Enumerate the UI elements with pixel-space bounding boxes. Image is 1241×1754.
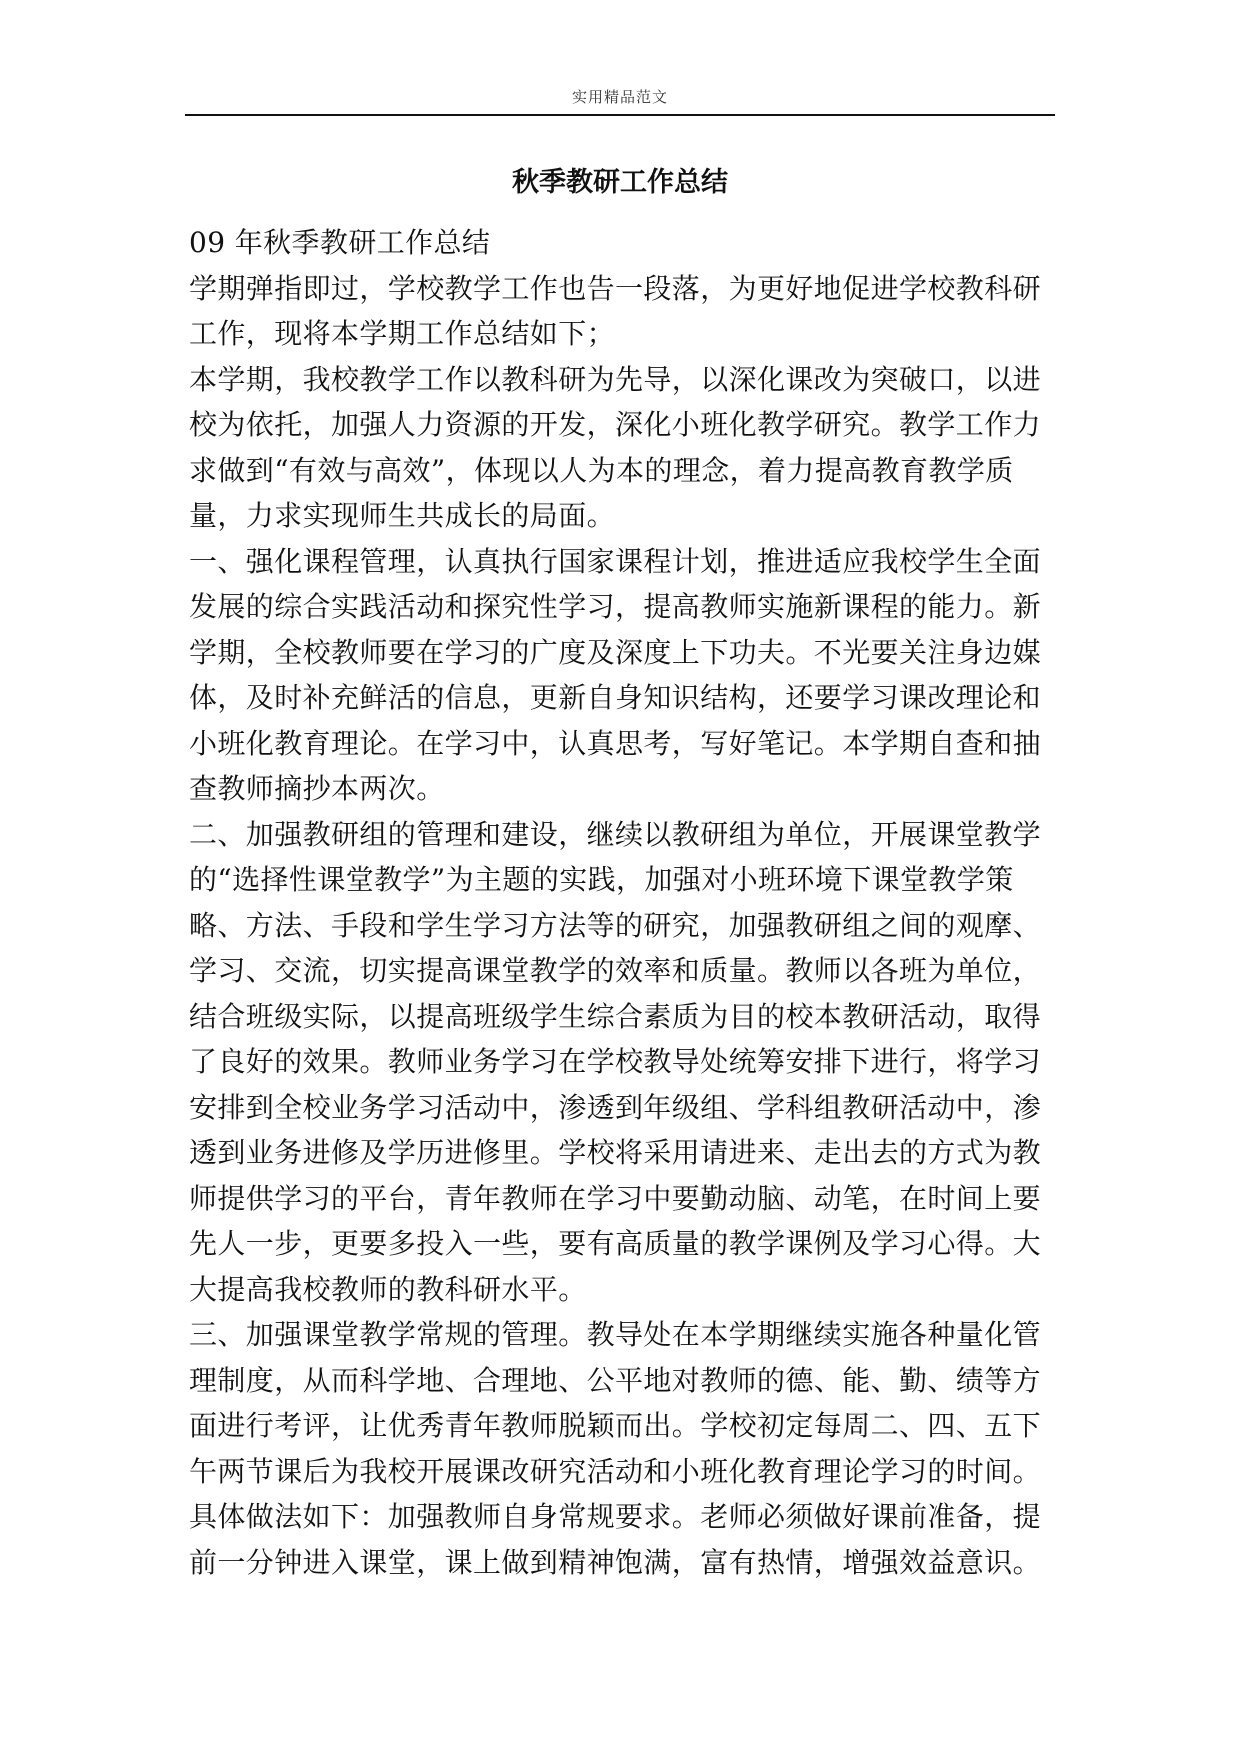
- body-line: 先人一步，更要多投入一些，要有高质量的教学课例及学习心得。大: [189, 1227, 1042, 1260]
- body-line: 略、方法、手段和学生学习方法等的研究，加强教研组之间的观摩、: [189, 908, 1042, 942]
- document-body: [189, 220, 1059, 1585]
- body-line: 前一分钟进入课堂，课上做到精神饱满，富有热情，增强效益意识。: [189, 1545, 1042, 1579]
- body-line: 结合班级实际，以提高班级学生综合素质为目的校本教研活动，取得: [189, 999, 1042, 1033]
- body-line: 具体做法如下：加强教师自身常规要求。老师必须做好课前准备，提: [189, 1500, 1042, 1533]
- body-line: 午两节课后为我校开展课改研究活动和小班化教育理论学习的时间。: [189, 1454, 1042, 1488]
- body-line: 师提供学习的平台，青年教师在学习中要勤动脑、动笔，在时间上要: [189, 1181, 1042, 1215]
- body-line: 学期弹指即过，学校教学工作也告一段落，为更好地促进学校教科研: [189, 271, 1042, 305]
- body-line: 09 年秋季教研工作总结: [189, 226, 491, 259]
- body-line: 三、加强课堂教学常规的管理。教导处在本学期继续实施各种量化管: [189, 1318, 1042, 1351]
- body-line: 安排到全校业务学习活动中，渗透到年级组、学科组教研活动中，渗: [189, 1090, 1042, 1124]
- body-line: 查教师摘抄本两次。: [189, 772, 445, 805]
- body-line: 校为依托，加强人力资源的开发，深化小班化教学研究。教学工作力: [189, 408, 1042, 441]
- body-line: 学习、交流，切实提高课堂教学的效率和质量。教师以各班为单位，: [189, 954, 1042, 987]
- body-line: 大提高我校教师的教科研水平。: [189, 1272, 587, 1306]
- body-line: 一、强化课程管理，认真执行国家课程计划，推进适应我校学生全面: [189, 544, 1042, 578]
- body-line: 发展的综合实践活动和探究性学习，提高教师实施新课程的能力。新: [189, 590, 1042, 623]
- body-line: 面进行考评，让优秀青年教师脱颖而出。学校初定每周二、四、五下: [189, 1409, 1042, 1442]
- body-line: 的“选择性课堂教学”为主题的实践，加强对小班环境下课堂教学策: [189, 863, 1014, 896]
- body-line: 体，及时补充鲜活的信息，更新自身知识结构，还要学习课改理论和: [189, 681, 1042, 714]
- body-line: 工作，现将本学期工作总结如下；: [189, 317, 616, 350]
- document-title: 秋季教研工作总结: [512, 167, 728, 198]
- body-line: 理制度，从而科学地、合理地、公平地对教师的德、能、勤、绩等方: [189, 1363, 1042, 1397]
- body-line: 学期，全校教师要在学习的广度及深度上下功夫。不光要关注身边媒: [189, 635, 1042, 669]
- page-header: 实用精品范文: [571, 88, 668, 106]
- header-divider: [185, 114, 1055, 116]
- body-line: 量，力求实现师生共成长的局面。: [189, 499, 616, 532]
- body-line: 本学期，我校教学工作以教科研为先导，以深化课改为突破口，以进: [189, 362, 1042, 396]
- body-line: 小班化教育理论。在学习中，认真思考，写好笔记。本学期自查和抽: [189, 726, 1042, 760]
- body-line: 透到业务进修及学历进修里。学校将采用请进来、走出去的方式为教: [189, 1136, 1042, 1169]
- body-line: 了良好的效果。教师业务学习在学校教导处统筹安排下进行，将学习: [189, 1045, 1042, 1078]
- body-line: 二、加强教研组的管理和建设，继续以教研组为单位，开展课堂教学: [189, 817, 1042, 851]
- body-line: 求做到“有效与高效”，体现以人为本的理念，着力提高教育教学质: [189, 453, 1014, 487]
